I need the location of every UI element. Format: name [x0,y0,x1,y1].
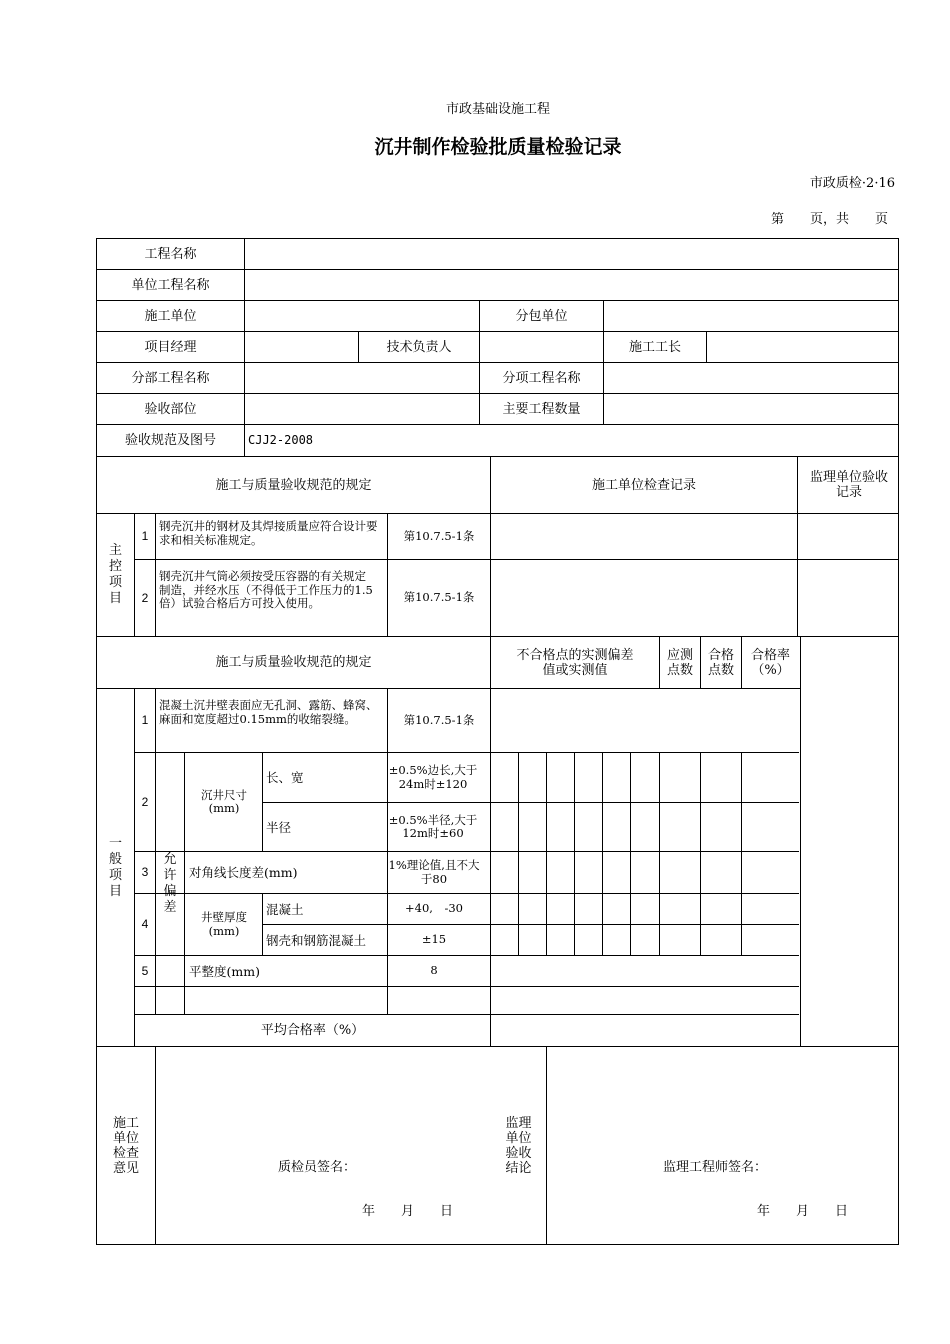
general-item-3-tol: 1%理论值,且不大于80 [388,858,480,886]
general-item-1-no: 1 [141,713,149,727]
general-item-5-tol: 8 [430,963,438,978]
project-name-label: 工程名称 [144,246,197,262]
foreman-value[interactable] [707,332,898,362]
general-item-5-name: 平整度(mm) [189,964,260,979]
main-item-1-no: 1 [141,529,149,543]
contractor-label: 施工单位 [144,308,197,324]
wall-row-2-name: 钢壳和钢筋混凝土 [266,933,367,948]
main-item-2-no: 2 [141,590,149,605]
form-code: 市政质检·2·16 [809,176,895,191]
page-number: 第 页，共 页 [770,212,888,227]
general-item-1-text: 混凝土沉井壁表面应无孔洞、露筋、蜂窝、麻面和宽度超过0.15mm的收缩裂缝。 [159,698,378,726]
avg-pass-rate-label: 平均合格率（%） [260,1023,365,1038]
allowable-deviation-label: 允许偏差 [163,851,177,915]
general-item-1-clause: 第10.7.5-1条 [403,712,475,727]
wall-row-2-tol: ±15 [421,932,447,947]
general-item-2-no: 2 [141,794,149,809]
project-name-value[interactable] [245,239,898,269]
inspector-signature-label: 质检员签名： [278,1160,357,1175]
contractor-record-header: 施工单位检查记录 [591,477,696,493]
unit-project-label: 单位工程名称 [131,277,210,293]
deviation-header: 不合格点的实测偏差值或实测值 [516,647,634,678]
supervisor-conclusion-label: 监理单位验收结论 [505,1115,532,1176]
spec-rules-header-2: 施工与质量验收规范的规定 [215,655,372,670]
engineer-signature-label: 监理工程师签名： [663,1160,768,1175]
tech-lead-label: 技术负责人 [386,339,452,355]
wall-row-1-name: 混凝土 [266,902,304,917]
supervisor-header: 监理单位验收记录 [810,470,889,500]
subcontractor-label: 分包单位 [515,308,568,324]
avg-pass-rate-value[interactable] [491,1015,797,1046]
size-row-2-tol: ±0.5%半径,大于12m时±60 [388,812,478,840]
wall-thickness-label: 井壁厚度(mm) [201,910,247,938]
pm-label: 项目经理 [144,339,197,355]
general-item-3-no: 3 [141,865,149,879]
main-item-2-text: 钢壳沉井气筒必须按受压容器的有关规定制造，并经水压（不得低于工作压力的1.5 倍）试验合格后方可投入使用。 [159,569,373,610]
subitem-value[interactable] [604,363,898,393]
size-row-1-name: 长、宽 [266,770,304,785]
subcontractor-value[interactable] [604,301,898,331]
size-row-2-name: 半径 [266,820,292,835]
division-label: 分部工程名称 [131,370,210,386]
engineer-date: 年 月 日 [757,1204,849,1219]
subitem-label: 分项工程名称 [502,370,581,386]
subtitle: 市政基础设施工程 [445,102,550,117]
general-item-3-name: 对角线长度差(mm) [189,865,298,880]
page-title: 沉井制作检验批质量检验记录 [374,136,622,158]
tech-lead-value[interactable] [480,332,603,362]
pass-rate-header: 合格率（%） [750,647,790,678]
general-item-4-no: 4 [141,917,149,931]
unit-project-value[interactable] [245,270,898,300]
measured-points-header: 应测点数 [666,647,693,678]
spec-value: CJJ2-2008 [248,433,314,447]
main-group-label: 主控项目 [108,543,122,606]
size-label: 沉井尺寸(mm) [201,787,247,815]
division-value[interactable] [245,363,479,393]
main-item-1-record[interactable] [491,514,797,559]
general-item-1-record[interactable] [491,689,797,752]
pm-value[interactable] [245,332,358,362]
quantity-label: 主要工程数量 [502,401,581,417]
quantity-value[interactable] [604,394,898,424]
spec-rules-header: 施工与质量验收规范的规定 [215,477,372,493]
main-item-1-clause: 第10.7.5-1条 [403,528,475,543]
contractor-value[interactable] [245,301,479,331]
foreman-label: 施工工长 [628,339,681,355]
main-item-1-text: 钢壳沉井的钢材及其焊接质量应符合设计要求和相关标准规定。 [159,519,378,547]
main-item-2-record[interactable] [491,560,797,636]
contractor-opinion-label: 施工单位检查意见 [112,1115,139,1176]
general-group-label: 一般项目 [108,835,122,899]
size-row-1-tol: ±0.5%边长,大于24m时±120 [388,763,478,791]
location-value[interactable] [245,394,479,424]
location-label: 验收部位 [144,401,197,417]
wall-row-1-tol: +40, -30 [405,901,463,916]
general-item-5-no: 5 [141,963,149,978]
qualified-points-header: 合格点数 [707,647,734,678]
main-item-2-clause: 第10.7.5-1条 [403,590,475,605]
spec-label: 验收规范及图号 [124,433,216,448]
inspector-date: 年 月 日 [362,1204,454,1219]
